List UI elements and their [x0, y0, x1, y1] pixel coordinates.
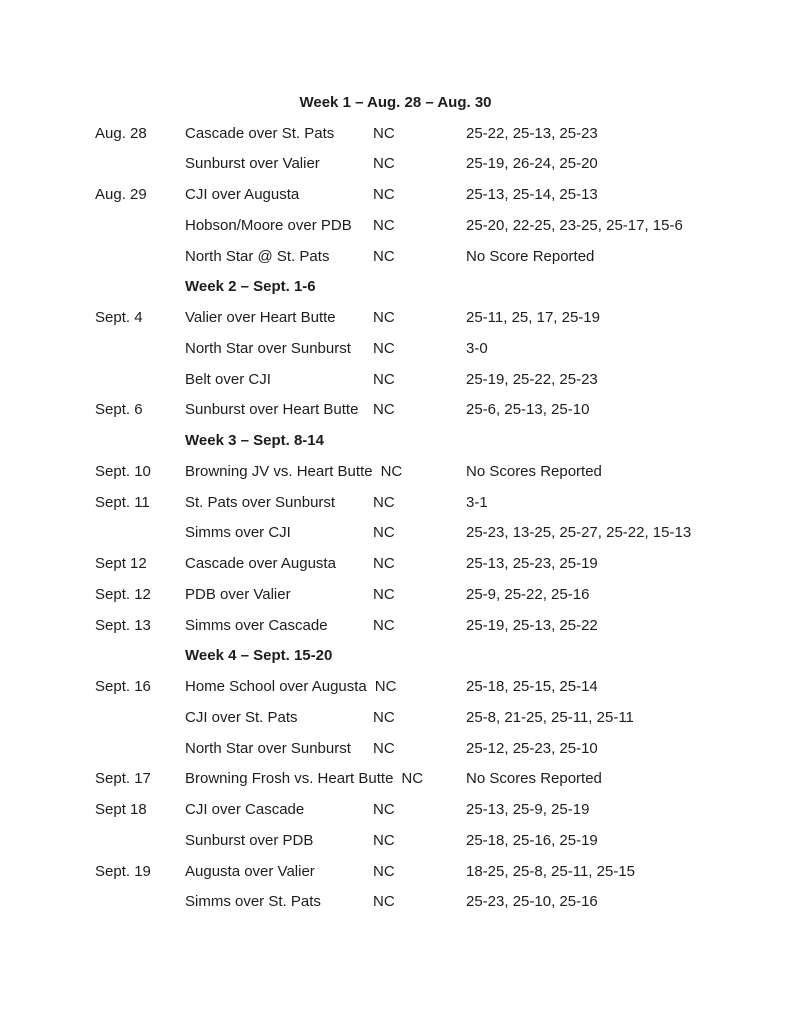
table-row [0, 210, 791, 241]
table-row [0, 179, 791, 210]
table-row [0, 241, 791, 272]
score-cell: No Scores Reported [466, 462, 602, 480]
conference-cell: NC [373, 708, 395, 726]
score-cell: No Scores Reported [466, 770, 602, 788]
table-row [0, 671, 791, 702]
conference-cell: NC [373, 831, 395, 849]
table-row [0, 702, 791, 733]
match-cell: St. Pats over Sunburst [185, 493, 336, 511]
table-row [0, 610, 791, 641]
score-cell: 25-12, 25-23, 25-10 [466, 739, 598, 757]
score-cell: No Score Reported [466, 247, 595, 265]
score-cell: 18-25, 25-8, 25-11, 25-15 [466, 862, 636, 880]
date-cell: Sept. 16 [95, 678, 151, 696]
score-cell: 3-1 [466, 493, 488, 511]
conference-cell: NC [373, 739, 395, 757]
match-cell: Cascade over St. Pats [185, 124, 335, 142]
date-cell: Sept. 13 [95, 616, 151, 634]
score-cell: 25-13, 25-9, 25-19 [466, 801, 590, 819]
match-cell: PDB over Valier [185, 585, 291, 603]
match-cell: Simms over St. Pats [185, 893, 321, 911]
conference-cell: NC [380, 462, 403, 480]
match-cell: Belt over CJI [185, 370, 271, 388]
score-cell: 25-20, 22-25, 23-25, 25-17, 15-6 [466, 216, 683, 234]
conference-cell: NC [373, 155, 395, 173]
week-header-label: Week 2 – Sept. 1-6 [185, 278, 316, 296]
date-cell: Sept. 19 [95, 862, 151, 880]
conference-cell: NC [373, 186, 395, 204]
match-cell: Simms over CJI [185, 524, 291, 542]
date-cell: Aug. 28 [95, 124, 147, 142]
table-row [0, 825, 791, 856]
score-cell: 25-19, 25-13, 25-22 [466, 616, 598, 634]
conference-cell: NC [373, 124, 395, 142]
match-cell: Sunburst over PDB [185, 831, 314, 849]
table-row [0, 456, 791, 487]
conference-cell: NC [373, 216, 395, 234]
conference-cell: NC [373, 401, 395, 419]
match-cell: CJI over Augusta [185, 186, 300, 204]
conference-cell: NC [373, 616, 395, 634]
score-cell: 3-0 [466, 339, 488, 357]
page-title: Week 1 – Aug. 28 – Aug. 30 [299, 93, 492, 111]
table-row [0, 733, 791, 764]
match-cell: Simms over Cascade [185, 616, 328, 634]
match-cell: North Star @ St. Pats [185, 247, 330, 265]
match-cell: North Star over Sunburst [185, 339, 351, 357]
table-row [0, 333, 791, 364]
match-cell: Valier over Heart Butte [185, 309, 336, 327]
match-cell: Browning JV vs. Heart Butte [185, 462, 373, 480]
date-cell: Sept. 6 [95, 401, 143, 419]
table-row [0, 764, 791, 795]
date-cell: Sept. 12 [95, 585, 151, 603]
match-cell: Hobson/Moore over PDB [185, 216, 352, 234]
score-cell: 25-13, 25-23, 25-19 [466, 555, 598, 573]
match-cell: Augusta over Valier [185, 862, 315, 880]
week-header-label: Week 4 – Sept. 15-20 [185, 647, 333, 665]
table-row [0, 887, 791, 918]
table-row [0, 118, 791, 149]
table-row [0, 794, 791, 825]
table-row [0, 548, 791, 579]
score-cell: 25-6, 25-13, 25-10 [466, 401, 590, 419]
score-cell: 25-22, 25-13, 25-23 [466, 124, 598, 142]
date-cell: Sept. 17 [95, 770, 151, 788]
date-cell: Sept. 11 [95, 493, 150, 511]
score-cell: 25-13, 25-14, 25-13 [466, 186, 598, 204]
results-rows [0, 118, 791, 918]
score-cell: 25-9, 25-22, 25-16 [466, 585, 590, 603]
match-cell: CJI over Cascade [185, 801, 305, 819]
conference-cell: NC [373, 370, 395, 388]
match-cell: Cascade over Augusta [185, 555, 336, 573]
date-cell: Sept 18 [95, 801, 147, 819]
score-cell: 25-11, 25, 17, 25-19 [466, 309, 600, 327]
match-cell: Browning Frosh vs. Heart Butte [185, 770, 394, 788]
match-cell: North Star over Sunburst [185, 739, 351, 757]
score-cell: 25-23, 25-10, 25-16 [466, 893, 598, 911]
date-cell: Sept. 4 [95, 309, 143, 327]
match-cell: Sunburst over Valier [185, 155, 320, 173]
date-cell: Aug. 29 [95, 186, 147, 204]
conference-cell: NC [401, 770, 424, 788]
table-row [0, 149, 791, 180]
conference-cell: NC [373, 247, 395, 265]
week-header-row [0, 641, 791, 672]
conference-cell: NC [373, 493, 395, 511]
conference-cell: NC [374, 678, 397, 696]
conference-cell: NC [373, 801, 395, 819]
conference-cell: NC [373, 862, 395, 880]
conference-cell: NC [373, 339, 395, 357]
match-cell: Sunburst over Heart Butte [185, 401, 359, 419]
conference-cell: NC [373, 555, 395, 573]
table-row [0, 302, 791, 333]
score-cell: 25-18, 25-16, 25-19 [466, 831, 598, 849]
score-cell: 25-19, 26-24, 25-20 [466, 155, 598, 173]
table-row [0, 579, 791, 610]
score-cell: 25-19, 25-22, 25-23 [466, 370, 598, 388]
date-cell: Sept 12 [95, 555, 147, 573]
score-cell: 25-18, 25-15, 25-14 [466, 678, 598, 696]
table-row [0, 856, 791, 887]
score-cell: 25-23, 13-25, 25-27, 25-22, 15-13 [466, 524, 692, 542]
match-cell: CJI over St. Pats [185, 708, 298, 726]
week-header-row [0, 425, 791, 456]
week-header-label: Week 3 – Sept. 8-14 [185, 432, 324, 450]
conference-cell: NC [373, 309, 395, 327]
table-row [0, 395, 791, 426]
score-cell: 25-8, 21-25, 25-11, 25-11 [466, 708, 634, 726]
conference-cell: NC [373, 585, 395, 603]
match-cell: Home School over Augusta [185, 678, 367, 696]
table-row [0, 364, 791, 395]
table-row [0, 518, 791, 549]
conference-cell: NC [373, 893, 395, 911]
conference-cell: NC [373, 524, 395, 542]
table-row [0, 487, 791, 518]
date-cell: Sept. 10 [95, 462, 151, 480]
week-header-row [0, 272, 791, 303]
